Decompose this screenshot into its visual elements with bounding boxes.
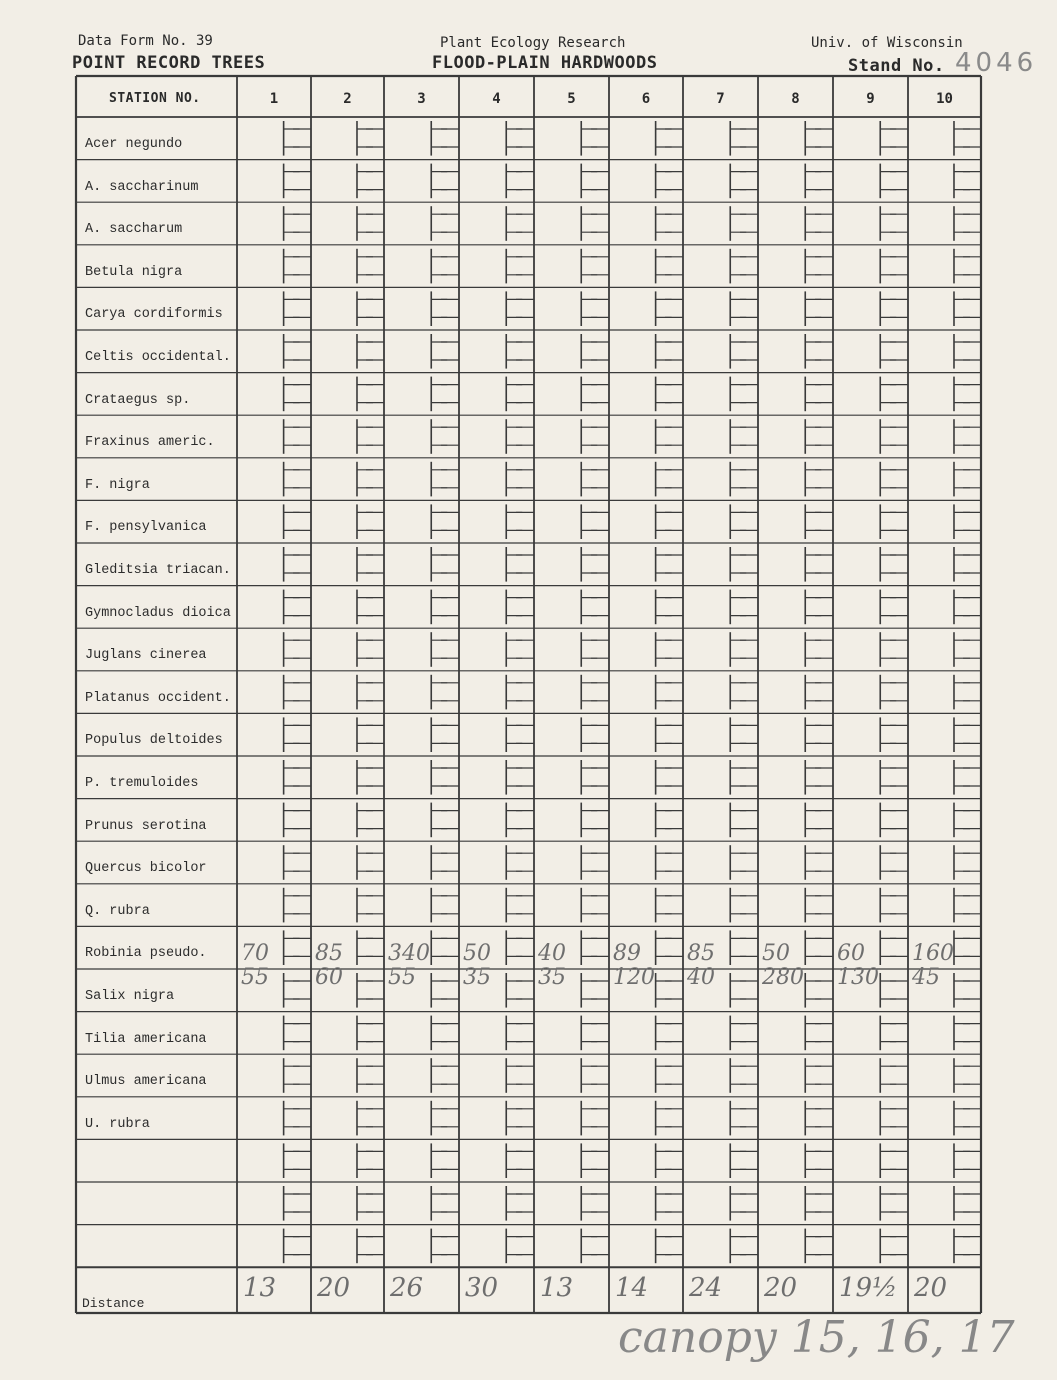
salix-lower-value: 45 [912, 965, 940, 990]
salix-upper-value: 50 [463, 941, 491, 966]
salix-lower-value: 280 [762, 965, 804, 990]
species-name: Salix nigra [85, 989, 175, 1004]
form-subject: FLOOD-PLAIN HARDWOODS [432, 53, 658, 73]
distance-value: 30 [465, 1273, 499, 1304]
species-name: A. saccharinum [85, 179, 199, 195]
form-number: Data Form No. 39 [78, 33, 213, 49]
species-name: Crataegus sp. [85, 392, 191, 408]
species-name: Juglans cinerea [85, 648, 207, 664]
university: Univ. of Wisconsin [811, 35, 963, 51]
station-column-head: 10 [936, 91, 953, 107]
organization: Plant Ecology Research [440, 35, 626, 51]
salix-upper-value: 70 [241, 941, 269, 966]
station-column-head: 2 [343, 91, 352, 107]
station-column-head: 1 [269, 91, 279, 107]
salix-lower-value: 130 [837, 965, 879, 990]
salix-lower-value: 35 [463, 965, 491, 990]
distance-value: 13 [540, 1273, 574, 1304]
species-name: Ulmus americana [85, 1074, 207, 1090]
stand-number: 4046 [955, 48, 1038, 78]
species-name: Gymnocladus dioica [85, 605, 231, 621]
species-name: Populus deltoides [85, 733, 223, 749]
species-name: Prunus serotina [85, 818, 207, 834]
station-column-head: 8 [791, 91, 800, 107]
station-column-head: 6 [641, 91, 651, 107]
station-column-head: 5 [567, 91, 576, 107]
salix-upper-value: 85 [315, 941, 343, 966]
species-name: Fraxinus americ. [85, 435, 215, 451]
salix-upper-value: 40 [538, 941, 566, 966]
station-column-head: 4 [492, 91, 501, 107]
distance-value: 20 [764, 1273, 798, 1304]
station-number-label: STATION NO. [109, 91, 201, 106]
salix-upper-value: 50 [762, 941, 790, 966]
form-title: POINT RECORD TREES [72, 53, 266, 73]
salix-lower-value: 55 [388, 965, 416, 990]
species-name: F. nigra [85, 477, 150, 493]
species-name: Platanus occident. [85, 690, 231, 706]
species-name: Carya cordiformis [85, 307, 223, 323]
species-name: F. pensylvanica [85, 520, 207, 536]
salix-lower-value: 55 [241, 965, 269, 990]
salix-upper-value: 60 [837, 941, 865, 966]
distance-value: 13 [243, 1273, 277, 1304]
species-name: U. rubra [85, 1116, 150, 1132]
station-column-head: 7 [716, 91, 725, 107]
species-name: Acer negundo [85, 137, 183, 152]
salix-upper-value: 85 [687, 941, 715, 966]
species-name: P. tremuloides [85, 776, 199, 791]
salix-lower-value: 40 [687, 965, 715, 990]
station-column-head: 3 [417, 91, 426, 107]
distance-value: 26 [390, 1273, 424, 1304]
species-name: Betula nigra [85, 264, 183, 280]
salix-upper-value: 160 [912, 941, 954, 966]
stand-label: Stand No. [848, 56, 945, 76]
distance-value: 14 [615, 1273, 649, 1304]
salix-upper-value: 89 [613, 941, 641, 966]
distance-value: 20 [317, 1273, 351, 1304]
species-name: A. saccharum [85, 222, 183, 238]
distance-value: 20 [914, 1273, 948, 1304]
species-name: Q. rubra [85, 903, 150, 919]
salix-upper-value: 340 [388, 941, 430, 966]
species-name: Robinia pseudo. [85, 946, 207, 962]
species-name: Gleditsia triacan. [85, 563, 231, 578]
species-name: Tilia americana [85, 1031, 207, 1047]
distance-label: Distance [82, 1296, 145, 1311]
species-name: Quercus bicolor [85, 861, 207, 877]
distance-value: 24 [689, 1273, 723, 1304]
salix-lower-value: 35 [538, 965, 566, 990]
species-name: Celtis occidental. [85, 350, 231, 365]
canopy-note: canopy 15, 16, 17 [618, 1312, 1015, 1363]
station-column-head: 9 [866, 91, 875, 107]
distance-value: 19½ [839, 1273, 898, 1304]
salix-lower-value: 120 [613, 965, 655, 990]
salix-lower-value: 60 [315, 965, 343, 990]
